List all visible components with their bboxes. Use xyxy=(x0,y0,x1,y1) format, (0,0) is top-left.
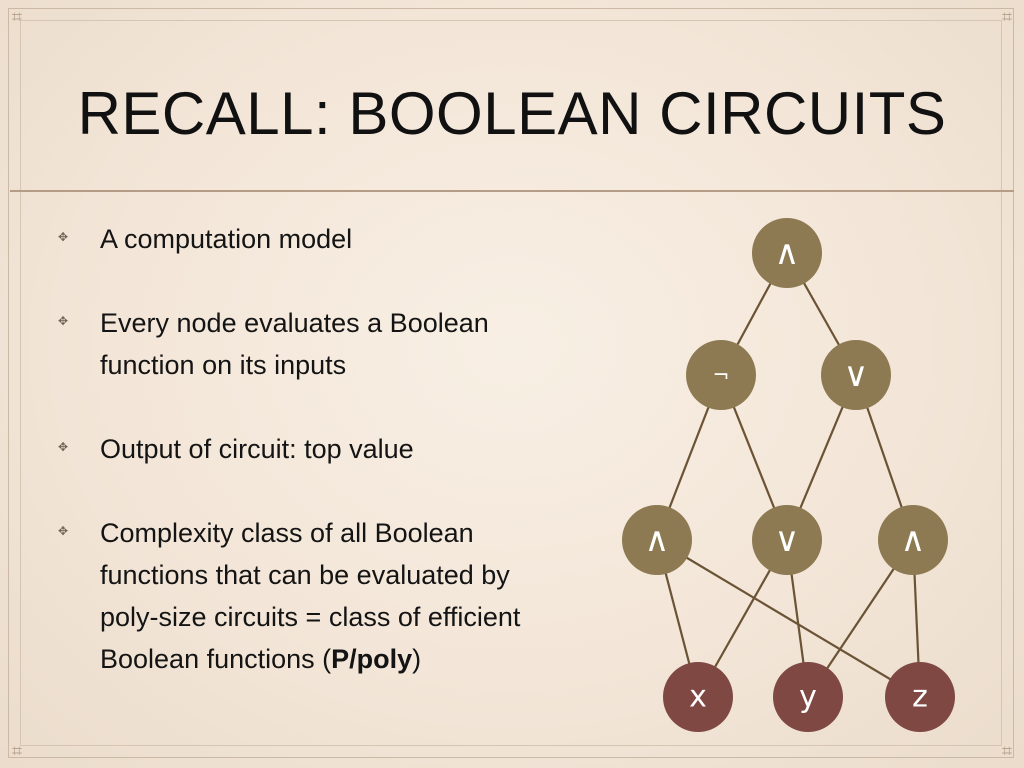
circuit-node-label: z xyxy=(912,679,928,715)
corner-ornament-icon: ⌗ xyxy=(11,7,23,27)
circuit-node-not xyxy=(686,340,756,410)
circuit-node-or_center xyxy=(752,505,822,575)
bullet-text-suffix: ) xyxy=(412,644,422,674)
bullet-text: A computation model xyxy=(100,224,353,254)
circuit-node-z xyxy=(885,662,955,732)
bullet-text-emphasis: P/poly xyxy=(331,644,413,674)
circuit-node-and_left xyxy=(622,505,692,575)
circuit-node-label: ∨ xyxy=(843,355,869,395)
circuit-node-x xyxy=(663,662,733,732)
circuit-node-and_top xyxy=(752,218,822,288)
bullet-text: Every node evaluates a Boolean function on its inputs xyxy=(100,308,489,380)
diamond-arrows-icon: ✥ xyxy=(57,440,69,454)
circuit-nodes xyxy=(622,218,955,732)
circuit-edges xyxy=(657,253,920,697)
circuit-node-label: ∧ xyxy=(900,520,926,560)
bullet-text: Output of circuit: top value xyxy=(100,434,414,464)
corner-ornament-icon: ⌗ xyxy=(1001,741,1013,761)
circuit-node-label: x xyxy=(689,679,707,715)
corner-ornament-icon: ⌗ xyxy=(11,741,23,761)
diamond-arrows-icon: ✥ xyxy=(57,314,69,328)
circuit-node-label: ∧ xyxy=(774,233,800,273)
circuit-node-label: ∧ xyxy=(644,520,670,560)
corner-ornament-icon: ⌗ xyxy=(1001,7,1013,27)
slide-title: RECALL: BOOLEAN CIRCUITS xyxy=(77,80,947,147)
circuit-node-label: y xyxy=(799,679,817,715)
circuit-node-label: ¬ xyxy=(712,363,730,387)
circuit-node-or_mid xyxy=(821,340,891,410)
diamond-arrows-icon: ✥ xyxy=(57,524,69,538)
circuit-node-y xyxy=(773,662,843,732)
bullet-text-prefix: Complexity class of all Boolean functions that can be evaluated by poly-size circuits = class of efficient Boolean functions ( xyxy=(100,518,521,674)
circuit-node-label: ∨ xyxy=(774,520,800,560)
diamond-arrows-icon: ✥ xyxy=(57,230,69,244)
circuit-node-and_right xyxy=(878,505,948,575)
